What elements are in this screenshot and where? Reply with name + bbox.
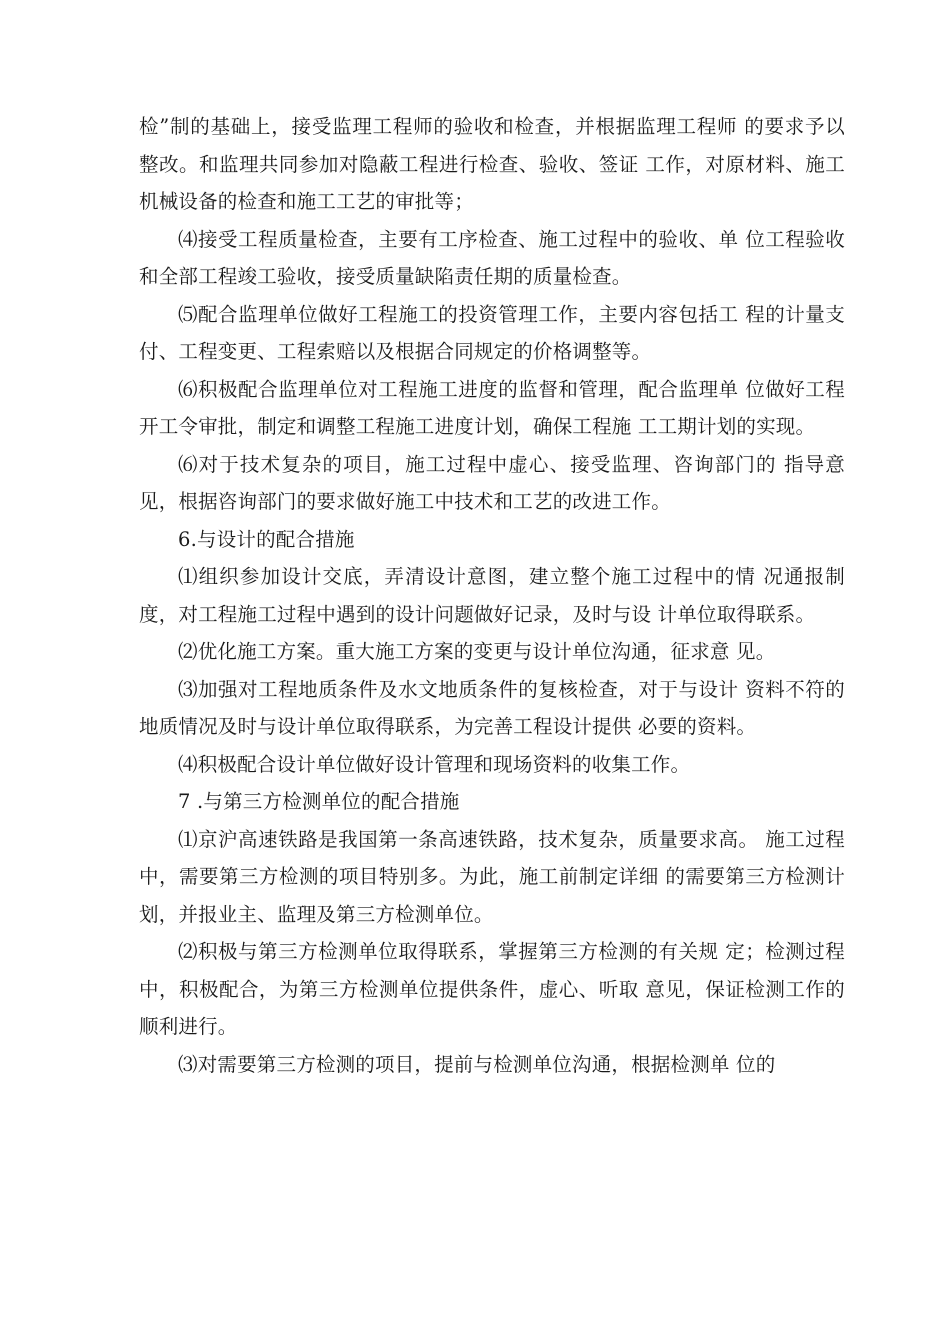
paragraph-continuation: 检”制的基础上，接受监理工程师的验收和检查，并根据监理工程师 的要求予以整改。和监理共同参加对隐蔽工程进行检查、验收、签证 工作，对原材料、施工机械设备的检查和施工工艺的审批等；	[139, 115, 845, 213]
paragraph-item-2-optimize-plan: ⑵优化施工方案。重大施工方案的变更与设计单位沟通，征求意 见。	[178, 640, 776, 663]
document-body	[139, 108, 845, 1083]
paragraph-item-3-geology-check: ⑶加强对工程地质条件及水文地质条件的复核检查，对于与设计 资料不符的地质情况及时与设计单位取得联系，为完善工程设计提供 必要的资料。	[139, 677, 845, 738]
paragraph-item-4-quality-inspection: ⑷接受工程质量检查，主要有工序检查、施工过程中的验收、单 位工程验收和全部工程竣工验收，接受质量缺陷责任期的质量检查。	[139, 227, 845, 288]
paragraph-item-4-design-management: ⑷积极配合设计单位做好设计管理和现场资料的收集工作。	[178, 752, 691, 776]
paragraph-item-1-high-speed-railway: ⑴京沪高速铁路是我国第一条高速铁路，技术复杂，质量要求高。 施工过程中，需要第三方检测的项目特别多。为此，施工前制定详细 的需要第三方检测计划，并报业主、监理及第三方检测单位。	[139, 827, 845, 926]
paragraph-item-2-contact-testing-unit: ⑵积极与第三方检测单位取得联系，掌握第三方检测的有关规 定；检测过程中，积极配合，为第三方检测单位提供条件，虚心、听取 意见，保证检测工作的顺利进行。	[139, 940, 845, 1038]
section-heading-third-party-testing: 7 .与第三方检测单位的配合措施	[178, 790, 460, 813]
paragraph-item-6-technical-guidance: ⑹对于技术复杂的项目，施工过程中虚心、接受监理、咨询部门的 指导意见，根据咨询部门的要求做好施工中技术和工艺的改进工作。	[139, 452, 845, 513]
paragraph-item-6-schedule-management: ⑹积极配合监理单位对工程施工进度的监督和管理，配合监理单 位做好工程开工令审批，制定和调整工程施工进度计划，确保工程施 工工期计划的实现。	[139, 377, 845, 438]
paragraph-item-5-investment-management: ⑸配合监理单位做好工程施工的投资管理工作，主要内容包括工 程的计量支付、工程变更、工程索赔以及根据合同规定的价格调整等。	[139, 302, 845, 363]
section-heading-design-coordination: 6.与设计的配合措施	[178, 527, 355, 551]
paragraph-item-1-design-briefing: ⑴组织参加设计交底，弄清设计意图，建立整个施工过程中的情 况通报制度，对工程施工过程中遇到的设计问题做好记录，及时与设 计单位取得联系。	[139, 565, 845, 626]
paragraph-item-3-advance-communication: ⑶对需要第三方检测的项目，提前与检测单位沟通，根据检测单 位的	[178, 1052, 776, 1076]
